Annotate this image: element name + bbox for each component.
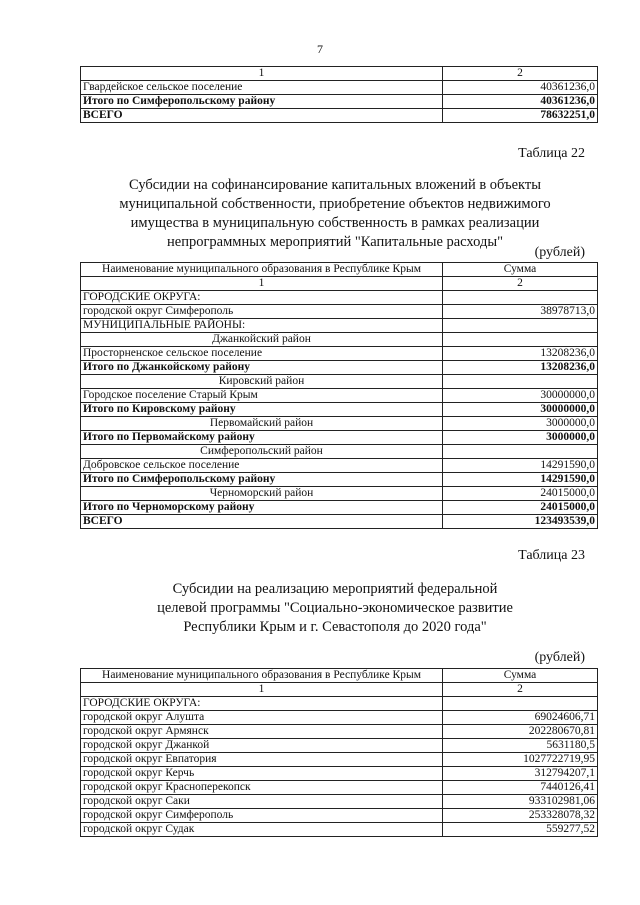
amount-cell: 1027722719,95	[443, 753, 598, 767]
municipality-name-cell: городской округ Евпатория	[81, 753, 443, 767]
table-row	[81, 389, 598, 403]
table-23-heading	[90, 580, 580, 637]
heading-line: непрограммных мероприятий "Капитальные расходы"	[167, 234, 503, 250]
municipality-name-cell: городской округ Саки	[81, 795, 443, 809]
heading-line: Субсидии на софинансирование капитальных вложений в объекты	[129, 177, 541, 193]
amount-cell: 123493539,0	[443, 515, 598, 529]
heading-line: муниципальной собственности, приобретение объектов недвижимого	[119, 196, 551, 212]
municipality-name-cell: Итого по Первомайскому району	[81, 431, 443, 445]
municipality-name-cell: городской округ Судак	[81, 823, 443, 837]
municipality-name-cell: Кировский район	[81, 375, 443, 389]
table-row	[81, 739, 598, 753]
amount-cell: 14291590,0	[443, 459, 598, 473]
table-23-caption: Таблица 23	[518, 548, 585, 563]
table-row	[81, 291, 598, 305]
amount-cell: 312794207,1	[443, 767, 598, 781]
municipality-name-cell: Итого по Джанкойскому району	[81, 361, 443, 375]
municipality-name-cell: ГОРОДСКИЕ ОКРУГА:	[81, 697, 443, 711]
table-22	[80, 262, 598, 529]
amount-cell: 3000000,0	[443, 417, 598, 431]
municipality-name-cell: городской округ Красноперекопск	[81, 781, 443, 795]
amount-cell	[443, 697, 598, 711]
amount-cell	[443, 319, 598, 333]
table-row	[81, 753, 598, 767]
municipality-name-cell: городской округ Симферополь	[81, 809, 443, 823]
total-row	[81, 403, 598, 417]
table-row	[81, 347, 598, 361]
municipality-name-cell: ВСЕГО	[81, 109, 443, 123]
municipality-name-cell: Городское поселение Старый Крым	[81, 389, 443, 403]
amount-cell: 253328078,32	[443, 809, 598, 823]
table-row	[81, 305, 598, 319]
amount-cell: 40361236,0	[443, 81, 598, 95]
column-number-row	[81, 67, 598, 81]
municipality-name-cell: Гвардейское сельское поселение	[81, 81, 443, 95]
column-number-1: 1	[81, 67, 443, 81]
amount-cell	[443, 291, 598, 305]
table-22-unit: (рублей)	[534, 245, 585, 260]
table-row	[81, 487, 598, 501]
total-row	[81, 501, 598, 515]
municipality-name-cell: МУНИЦИПАЛЬНЫЕ РАЙОНЫ:	[81, 319, 443, 333]
column-number-row	[81, 683, 598, 697]
heading-line: имущества в муниципальную собственность в рамках реализации	[130, 215, 540, 231]
municipality-name-cell: Итого по Симферопольскому району	[81, 473, 443, 487]
amount-cell: 13208236,0	[443, 347, 598, 361]
amount-cell	[443, 333, 598, 347]
table-row	[81, 697, 598, 711]
total-row	[81, 515, 598, 529]
amount-cell: 24015000,0	[443, 501, 598, 515]
amount-cell: 3000000,0	[443, 431, 598, 445]
municipality-name-cell: городской округ Симферополь	[81, 305, 443, 319]
page-number: 7	[317, 42, 323, 56]
table-row	[81, 319, 598, 333]
heading-line: Субсидии на реализацию мероприятий федеральной	[172, 581, 498, 597]
total-row	[81, 361, 598, 375]
heading-line: целевой программы "Социально-экономическое развитие	[157, 600, 513, 616]
table-continued	[80, 66, 598, 123]
column-header-name: Наименование муниципального образования в Республике Крым	[81, 669, 443, 683]
table-row	[81, 795, 598, 809]
amount-cell: 69024606,71	[443, 711, 598, 725]
column-header-row	[81, 669, 598, 683]
table-row	[81, 459, 598, 473]
amount-cell: 13208236,0	[443, 361, 598, 375]
amount-cell: 7440126,41	[443, 781, 598, 795]
table-row	[81, 767, 598, 781]
municipality-name-cell: Просторненское сельское поселение	[81, 347, 443, 361]
table-row	[81, 333, 598, 347]
municipality-name-cell: Первомайский район	[81, 417, 443, 431]
amount-cell	[443, 375, 598, 389]
municipality-name-cell: городской округ Армянск	[81, 725, 443, 739]
column-header-name: Наименование муниципального образования в Республике Крым	[81, 263, 443, 277]
table-row	[81, 781, 598, 795]
total-row	[81, 109, 598, 123]
total-row	[81, 473, 598, 487]
table-row	[81, 417, 598, 431]
column-header-sum: Сумма	[443, 669, 598, 683]
amount-cell: 30000000,0	[443, 389, 598, 403]
municipality-name-cell: Симферопольский район	[81, 445, 443, 459]
amount-cell: 14291590,0	[443, 473, 598, 487]
column-number-1: 1	[81, 683, 443, 697]
column-number-2: 2	[443, 277, 598, 291]
municipality-name-cell: городской округ Джанкой	[81, 739, 443, 753]
column-header-row	[81, 263, 598, 277]
municipality-name-cell: Итого по Кировскому району	[81, 403, 443, 417]
table-row	[81, 823, 598, 837]
amount-cell: 78632251,0	[443, 109, 598, 123]
table-row	[81, 711, 598, 725]
column-header-sum: Сумма	[443, 263, 598, 277]
amount-cell: 38978713,0	[443, 305, 598, 319]
heading-line: Республики Крым и г. Севастополя до 2020 года"	[183, 619, 487, 635]
column-number-row	[81, 277, 598, 291]
amount-cell: 5631180,5	[443, 739, 598, 753]
table-23-unit: (рублей)	[534, 650, 585, 665]
municipality-name-cell: Джанкойский район	[81, 333, 443, 347]
municipality-name-cell: Итого по Симферопольскому району	[81, 95, 443, 109]
table-22-caption: Таблица 22	[518, 146, 585, 161]
municipality-name-cell: Итого по Черноморскому району	[81, 501, 443, 515]
table-row	[81, 375, 598, 389]
table-row	[81, 725, 598, 739]
amount-cell: 40361236,0	[443, 95, 598, 109]
municipality-name-cell: Добровское сельское поселение	[81, 459, 443, 473]
amount-cell	[443, 445, 598, 459]
municipality-name-cell: ВСЕГО	[81, 515, 443, 529]
total-row	[81, 95, 598, 109]
table-row	[81, 445, 598, 459]
total-row	[81, 431, 598, 445]
amount-cell: 24015000,0	[443, 487, 598, 501]
column-number-2: 2	[443, 67, 598, 81]
table-row	[81, 809, 598, 823]
amount-cell: 30000000,0	[443, 403, 598, 417]
column-number-1: 1	[81, 277, 443, 291]
amount-cell: 202280670,81	[443, 725, 598, 739]
table-row	[81, 81, 598, 95]
table-23	[80, 668, 598, 837]
column-number-2: 2	[443, 683, 598, 697]
municipality-name-cell: городской округ Алушта	[81, 711, 443, 725]
municipality-name-cell: городской округ Керчь	[81, 767, 443, 781]
amount-cell: 559277,52	[443, 823, 598, 837]
municipality-name-cell: ГОРОДСКИЕ ОКРУГА:	[81, 291, 443, 305]
amount-cell: 933102981,06	[443, 795, 598, 809]
table-22-heading	[90, 176, 580, 252]
municipality-name-cell: Черноморский район	[81, 487, 443, 501]
